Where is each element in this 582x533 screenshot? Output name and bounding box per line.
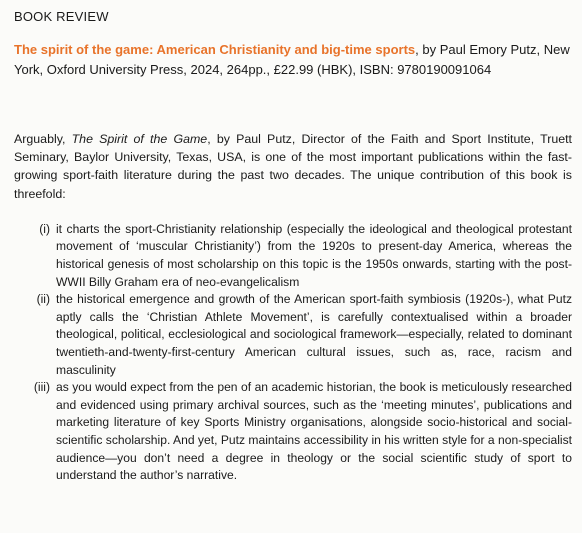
list-text: the historical emergence and growth of the American sport-faith symbiosis (1920s-), what Putz aptly calls the ‘Christian Athlete Movement’, is carefully contextualised within a broader theological, political, ecclesiological and sociological framework—especially, related to dominant twentieth-and-twenty-first-century American cultural issues, such as, race, racism and masculinity [56,292,572,377]
citation-details: , by Paul Emory Putz, New York, Oxford University Press, 2024, 264pp., £22.99 (HBK), ISBN: 9780190091064 [14,42,570,77]
section-label: BOOK REVIEW [14,9,109,24]
book-title-link[interactable]: The spirit of the game: American Christianity and big-time sports [14,42,416,57]
intro-lead: Arguably, [14,132,72,146]
list-marker: (i) [39,221,50,236]
list-marker: (iii) [33,380,50,395]
list-item [14,291,572,379]
intro-paragraph [14,130,572,203]
list-text: it charts the sport-Christianity relationship (especially the ideological and theological protestant movement of ‘muscular Christianity’) from the 1920s to present-day America, whereas the historical genesis of most scholarship on this topic is the 1950s onwards, starting with the post-WWII Billy Graham era of neo-evangelicalism [56,221,572,289]
list-item [14,221,572,291]
list-text: as you would expect from the pen of an academic historian, the book is meticulously researched and evidenced using primary archival sources, such as the ‘meeting minutes’, publications and marketing literature of key Sports Ministry organisations, alongside socio-historical and social-scientific scholarship. And yet, Putz maintains accessibility in his written style for a non-specialist audience—you don’t need a degree in theology or the social scientific study of sport to understand the author’s narrative. [56,380,572,483]
list-item [14,379,572,485]
contribution-list [14,221,572,485]
list-marker: (ii) [36,292,50,307]
intro-rest: , by Paul Putz, Director of the Faith and Sport Institute, Truett Seminary, Baylor University, Texas, USA, is one of the most important publications within the fast-growing sport-faith literature during the past two decades. The unique contribution of this book is threefold: [14,132,572,201]
book-citation [14,40,572,80]
intro-book-title: The Spirit of the Game [71,132,208,146]
